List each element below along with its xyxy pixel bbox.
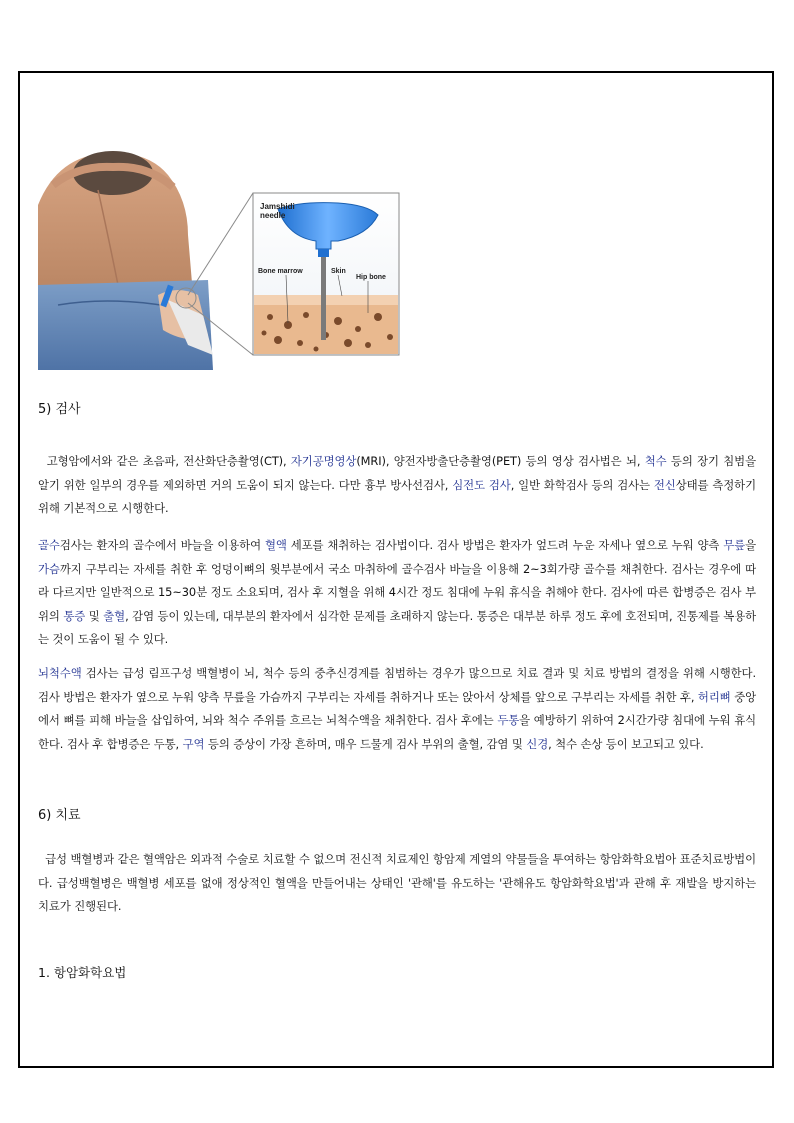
exam-paragraph-3: 뇌척수액 검사는 급성 림프구성 백혈병이 뇌, 척수 등의 중추신경계를 침범하는 경우가 많으므로 치료 결과 및 치료 방법의 결정을 위해 시행한다. 검사 방법은 환자가 옆으로 누워 양측 무릎을 가슴까지 구부리는 자세를 취하거나 또는 앉아서 상체를 앞으로 구부리는 자세를 취한 후, 허리뼈 중앙에서 뼈를 피해 바늘을 삽입하여, 뇌와 척수 주위를 흐르는 뇌척수액을 채취한다. 검사 후에는 두통을 예방하기 위하여 2시간가량 침대에 누워 휴식한다. 검사 후 합병증은 두통, 구역 등의 증상이 가장 흔하며, 매우 드물게 검사 부위의 출혈, 감염 및 신경, 척수 손상 등이 보고되고 있다. [38, 666, 757, 751]
exam-paragraph-1: 고형암에서와 같은 초음파, 전산화단층촬영(CT), 자기공명영상(MRI), 양전자방출단층촬영(PET) 등의 영상 검사법은 뇌, 척수 등의 장기 침범을 알기 위한 일부의 경우를 제외하면 거의 도움이 되지 않는다. 다만 흉부 방사선검사, 심전도 검사, 일반 화학검사 등의 검사는 전신상태를 측정하기 위해 기본적으로 시행한다. [38, 454, 756, 515]
section-heading-treatment: 6) 치료 [38, 808, 81, 823]
subheading-chemotherapy: 1. 항암화학요법 [38, 965, 127, 980]
patient-figure [38, 151, 213, 370]
label-hip-bone: Hip bone [356, 274, 386, 281]
illustration-svg [38, 145, 400, 370]
exam-paragraph-2: 골수검사는 환자의 골수에서 바늘을 이용하여 혈액 세포를 채취하는 검사법이다. 검사 방법은 환자가 엎드려 누운 자세나 옆으로 누워 양측 무릎을 가슴까지 구부리는 자세를 취한 후 엉덩이뼈의 윗부분에서 국소 마취하에 골수검사 바늘을 이용해 2~3회가량 골수를 채취한다. 검사는 경우에 따라 다르지만 일반적으로 15~30분 정도 소요되며, 검사 후 지혈을 위해 4시간 정도 침대에 누워 휴식을 취해야 한다. 검사에 따른 합병증은 검사 부위의 통증 및 출혈, 감염 등이 있는데, 대부분의 환자에서 심각한 문제를 초래하지 않는다. 통증은 대부분 하루 정도 후에 호전되며, 진통제를 복용하는 것이 도움이 될 수 있다. [38, 538, 757, 646]
label-bone-marrow: Bone marrow [258, 268, 303, 275]
bone-marrow-biopsy-illustration [38, 145, 400, 370]
section-heading-exam: 5) 검사 [38, 402, 81, 417]
label-needle-line2: needle [260, 211, 286, 220]
label-skin: Skin [331, 268, 346, 275]
treatment-paragraph-1: 급성 백혈병과 같은 혈액암은 외과적 수술로 치료할 수 없으며 전신적 치료제인 항암제 계열의 약물들을 투여하는 항암화학요법아 표준치료방법이다. 급성백혈병은 백혈병 세포를 없애 정상적인 혈액을 만들어내는 상태인 '관해'를 유도하는 '관해유도 항암화학요법'과 관해 후 재발을 방지하는 치료가 진행된다. [38, 852, 756, 913]
label-needle-line1: Jamshidi [260, 202, 295, 211]
